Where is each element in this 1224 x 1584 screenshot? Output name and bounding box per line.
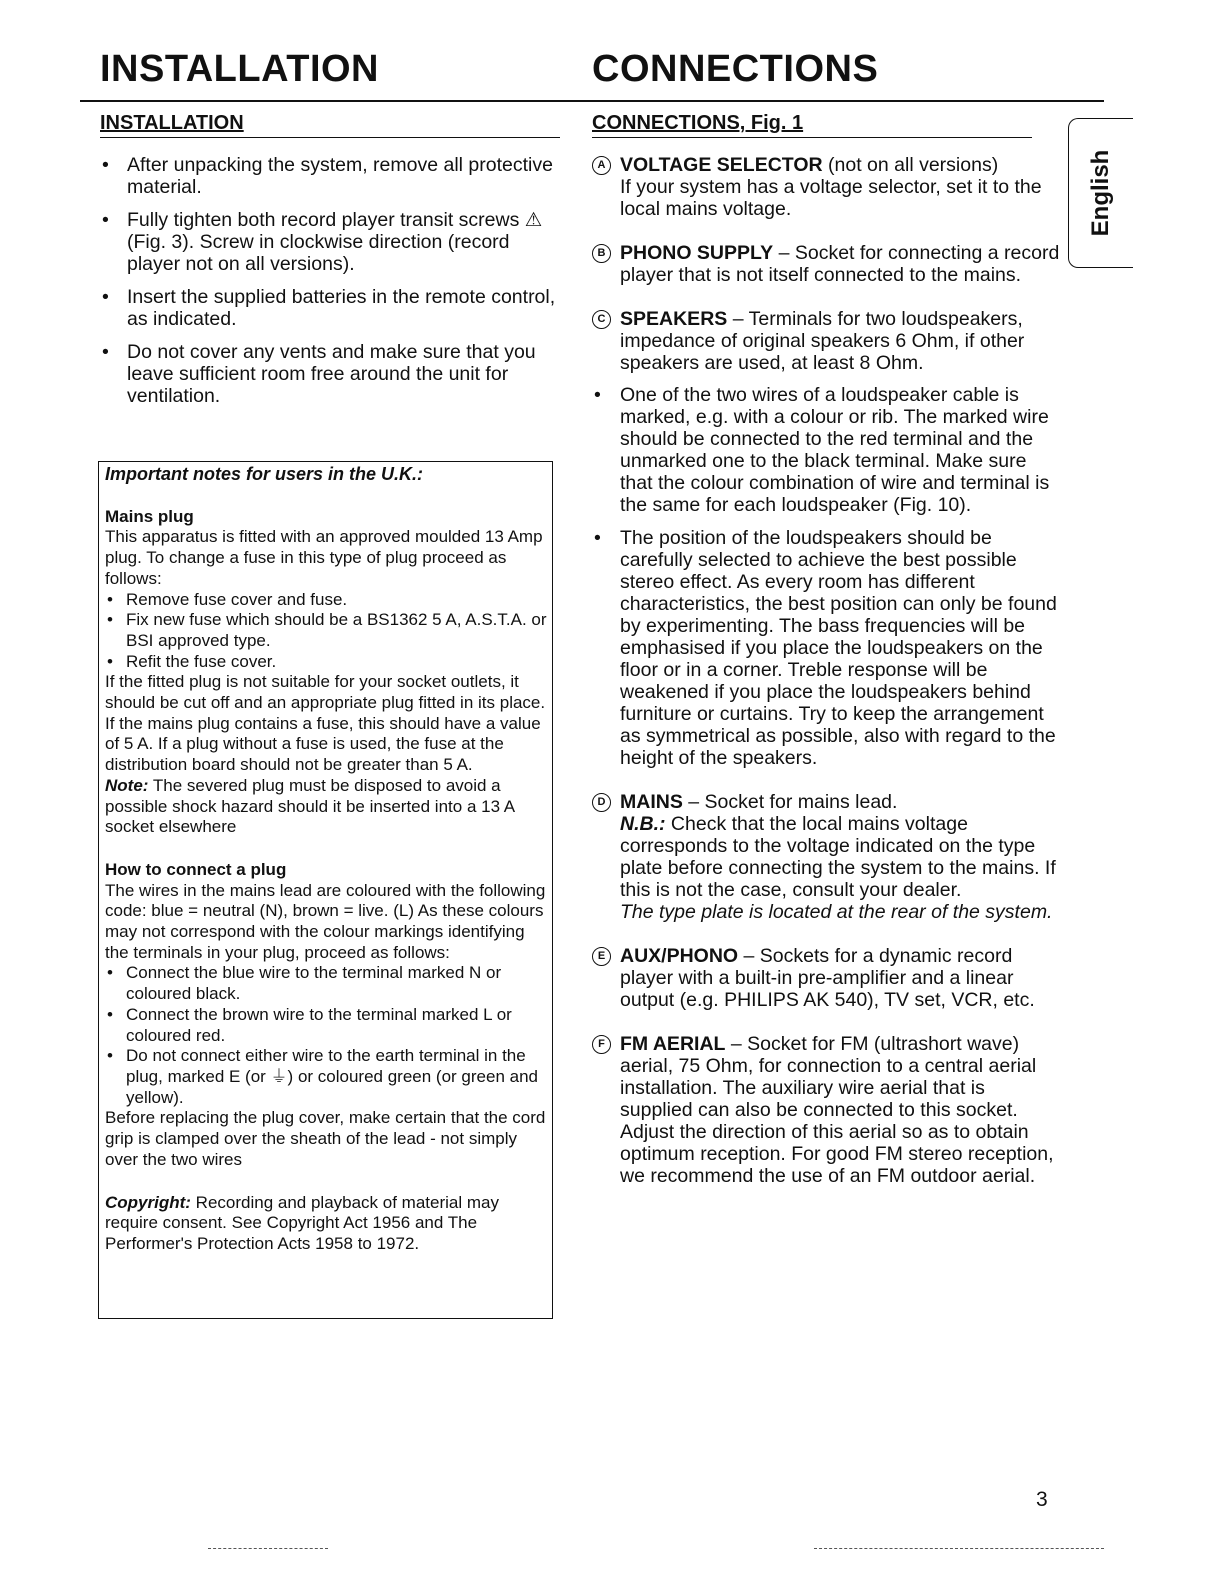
voltage-selector-qualifier: (not on all versions) xyxy=(822,154,999,176)
copyright-text: Recording and playback of material may require consent. See Copyright Act 1956 and The Performer's Protection Acts 1958 to 1972. xyxy=(105,1192,499,1253)
list-item: • After unpacking the system, remove all protective material. xyxy=(100,154,560,198)
connections-heading: CONNECTIONS, Fig. 1 xyxy=(592,112,1032,138)
connect-plug-intro: The wires in the mains lead are coloured with the following code: blue = neutral (N), brown = live. (L) As these colours may not correspond with the colour markings identifying the terminals in your plug, proceed as follows: xyxy=(105,880,546,962)
fuse-value-text: If the mains plug contains a fuse, this should have a value of 5 A. If a plug without a fuse is used, the fuse at the distribution board should not be greater than 5 A. xyxy=(105,713,541,775)
mains-text xyxy=(620,791,1062,813)
letter-b-icon: B xyxy=(592,244,611,263)
aux-phono-description: – Sockets for a dynamic record player with a built-in pre-amplifier and a linear output (e.g. PHILIPS AK 540), TV set, VCR, etc. xyxy=(620,945,1035,1011)
list-item: • Do not connect either wire to the earth terminal in the plug, marked E (or ⏚) or coloured green (or green and yellow). xyxy=(105,1046,548,1108)
speakers-text xyxy=(620,308,1062,374)
header-rule xyxy=(80,100,1104,102)
letter-f-icon: F xyxy=(592,1035,611,1054)
nb-text: Check that the local mains voltage corresponds to the voltage indicated on the type plate before connecting the system to the mains. If this is not the case, consult your dealer. xyxy=(620,813,1056,901)
uk-notes-box xyxy=(98,461,553,1319)
list-item: • Connect the brown wire to the terminal marked L or coloured red. xyxy=(105,1005,548,1046)
list-item: • Remove fuse cover and fuse. xyxy=(105,590,548,611)
language-tab xyxy=(1068,118,1133,268)
footer-rule xyxy=(208,1548,328,1549)
aux-phono-text xyxy=(620,945,1062,1011)
mains-description: – Socket for mains lead. xyxy=(682,791,898,813)
footer-rule xyxy=(814,1548,1104,1549)
fm-aerial-label: FM AERIAL xyxy=(620,1033,726,1055)
speakers-description: – Terminals for two loudspeakers, impedance of original speakers 6 Ohm, if other speakers are used, at least 8 Ohm. xyxy=(620,308,1025,374)
list-item: • Insert the supplied batteries in the remote control, as indicated. xyxy=(100,286,560,330)
list-item: • One of the two wires of a loudspeaker cable is marked, e.g. with a colour or rib. The marked wire should be connected to the red terminal and the unmarked one to the black terminal. Make sure that the colour combination of wire and terminal is the same for each loudspeaker (Fig. 10). xyxy=(592,384,1062,516)
list-item: • The position of the loudspeakers should be carefully selected to achieve the best possible stereo effect. As every room has different characteristics, the best position can only be found by experimenting. The bass frequencies will be emphasised if you place the loudspeakers on the floor or in a corner. Treble response will be weakened if you place the loudspeakers behind furniture or curtains. Try to keep the arrangement as symmetrical as possible, also with regard to the height of the speakers. xyxy=(592,527,1062,769)
phono-supply-label: PHONO SUPPLY xyxy=(620,242,774,264)
copyright-label: Copyright: xyxy=(105,1192,191,1212)
speaker-notes-list xyxy=(592,384,1062,769)
aux-phono-label: AUX/PHONO xyxy=(620,945,739,967)
mains-label: MAINS xyxy=(620,791,683,813)
voltage-selector-item xyxy=(592,154,1062,220)
installation-column xyxy=(100,112,560,418)
installation-heading: INSTALLATION xyxy=(100,112,560,138)
letter-a-icon: A xyxy=(592,156,611,175)
connect-plug-heading: How to connect a plug xyxy=(105,859,287,879)
mains-plug-intro: This apparatus is fitted with an approved moulded 13 Amp plug. To change a fuse in this type of plug proceed as follows: xyxy=(105,527,543,588)
letter-d-icon: D xyxy=(592,793,611,812)
list-item: • Refit the fuse cover. xyxy=(105,652,548,673)
letter-c-icon: C xyxy=(592,310,611,329)
uk-notes-title: Important notes for users in the U.K.: xyxy=(105,464,424,484)
plug-replacement-text: If the fitted plug is not suitable for your socket outlets, it should be cut off and an appropriate plug fitted in its place. xyxy=(105,672,546,713)
aux-phono-item xyxy=(592,945,1062,1011)
page-title-connections: CONNECTIONS xyxy=(592,48,879,90)
phono-supply-item xyxy=(592,242,1062,286)
voltage-selector-text xyxy=(620,154,1062,176)
type-plate-note xyxy=(620,901,1062,923)
speakers-item xyxy=(592,308,1062,374)
list-item: • Fully tighten both record player transit screws ⚠ (Fig. 3). Screw in clockwise direction (record player not on all versions). xyxy=(100,209,560,275)
type-plate-text: The type plate is located at the rear of the system. xyxy=(620,901,1053,923)
note-label: Note: xyxy=(105,775,149,795)
mains-plug-heading: Mains plug xyxy=(105,506,194,526)
severed-plug-note xyxy=(105,776,548,838)
voltage-selector-description: If your system has a voltage selector, set it to the local mains voltage. xyxy=(620,176,1042,220)
fm-aerial-description: – Socket for FM (ultrashort wave) aerial, 75 Ohm, for connection to a central aerial installation. The auxiliary wire aerial that is supplied can also be connected to this socket. Adjust the direction of this aerial so as to obtain optimum reception. For good FM stereo reception, we recommend the use of an FM outdoor aerial. xyxy=(620,1033,1054,1187)
list-item: • Do not cover any vents and make sure that you leave sufficient room free around the unit for ventilation. xyxy=(100,341,560,407)
page-title-installation: INSTALLATION xyxy=(100,48,379,90)
installation-list xyxy=(100,154,560,407)
list-item: • Fix new fuse which should be a BS1362 5 A, A.S.T.A. or BSI approved type. xyxy=(105,610,548,651)
note-text: The severed plug must be disposed to avoid a possible shock hazard should it be inserted into a 13 A socket elsewhere xyxy=(105,775,515,837)
letter-e-icon: E xyxy=(592,947,611,966)
fm-aerial-item xyxy=(592,1033,1062,1187)
connections-column xyxy=(592,112,1062,1209)
voltage-selector-label: VOLTAGE SELECTOR xyxy=(620,154,823,176)
fm-aerial-text xyxy=(620,1033,1062,1187)
phono-supply-description: – Socket for connecting a record player that is not itself connected to the mains. xyxy=(620,242,1060,286)
language-tab-label: English xyxy=(1087,149,1114,237)
speakers-label: SPEAKERS xyxy=(620,308,728,330)
cord-grip-text: Before replacing the plug cover, make certain that the cord grip is clamped over the sheath of the lead - not simply over the two wires xyxy=(105,1108,546,1169)
mains-nb xyxy=(620,813,1062,901)
phono-supply-text xyxy=(620,242,1062,286)
mains-item xyxy=(592,791,1062,923)
fuse-steps xyxy=(105,590,548,673)
nb-label: N.B.: xyxy=(620,813,666,835)
list-item: • Connect the blue wire to the terminal marked N or coloured black. xyxy=(105,963,548,1004)
copyright-note xyxy=(105,1193,548,1255)
page-number: 3 xyxy=(1036,1488,1048,1511)
wire-steps xyxy=(105,963,548,1108)
